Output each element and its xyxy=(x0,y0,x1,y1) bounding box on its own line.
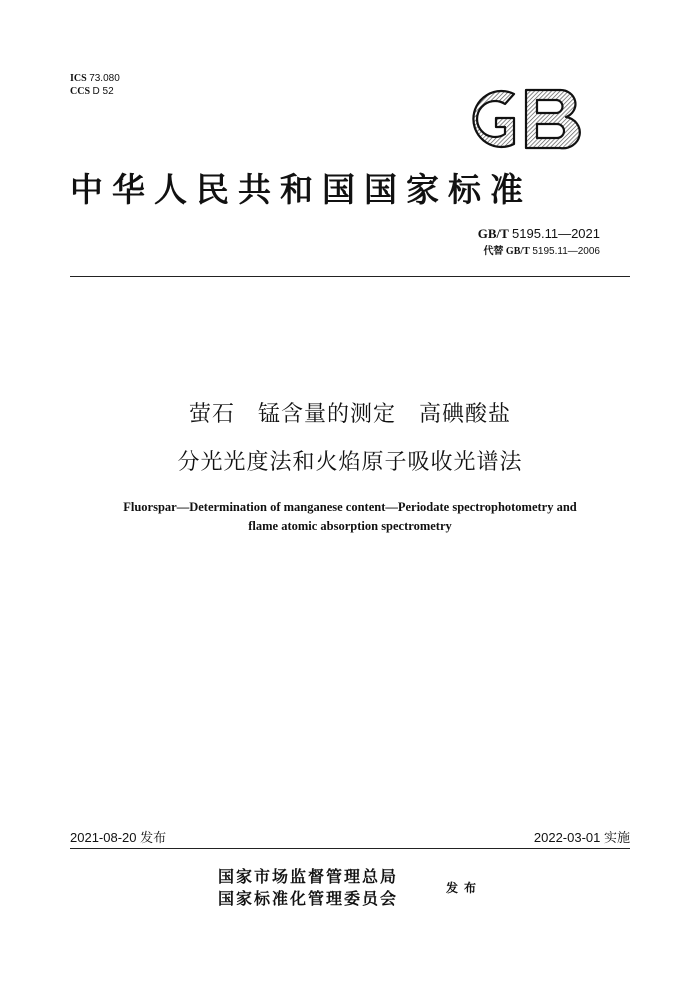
title-en-line2: flame atomic absorption spectrometry xyxy=(248,519,452,533)
title-en-line1: Fluorspar—Determination of manganese content—Periodate spectrophotometry and xyxy=(123,500,577,514)
country-standard-title: 中华人民共和国国家标准 xyxy=(70,170,532,209)
bottom-divider xyxy=(70,848,630,849)
title-cn-line2: 分光光度法和火焰原子吸收光谱法 xyxy=(177,450,523,475)
issue-date: 2021-08-20 发布 xyxy=(70,830,167,845)
publish-mark: 发布 xyxy=(446,881,483,895)
standard-number-block xyxy=(478,225,600,261)
replaces-standard xyxy=(478,243,600,261)
title-cn-line1: 萤石 锰含量的测定 高碘酸盐 xyxy=(188,402,511,427)
ics-line xyxy=(70,72,120,85)
ics-label: ICS xyxy=(70,73,87,84)
ics-code: 73.080 xyxy=(89,73,120,84)
publisher-sac: 国家标准化管理委员会 xyxy=(218,889,399,908)
standard-prefix: GB/T xyxy=(477,226,509,241)
ccs-line xyxy=(70,85,120,98)
standard-code: 5195.11—2021 xyxy=(512,226,600,241)
gb-logo-icon xyxy=(456,80,584,158)
implementation-date: 2022-03-01 实施 xyxy=(533,830,630,845)
standard-number xyxy=(478,225,600,243)
top-divider xyxy=(70,276,630,277)
replaces-code: 5195.11—2006 xyxy=(532,246,600,257)
publisher-samr: 国家市场监督管理总局 xyxy=(218,867,399,886)
ccs-label: CCS xyxy=(70,86,91,97)
classification-codes xyxy=(70,72,120,98)
replaces-prefix: 代替 GB/T xyxy=(483,246,530,257)
ccs-code: D 52 xyxy=(92,86,114,97)
